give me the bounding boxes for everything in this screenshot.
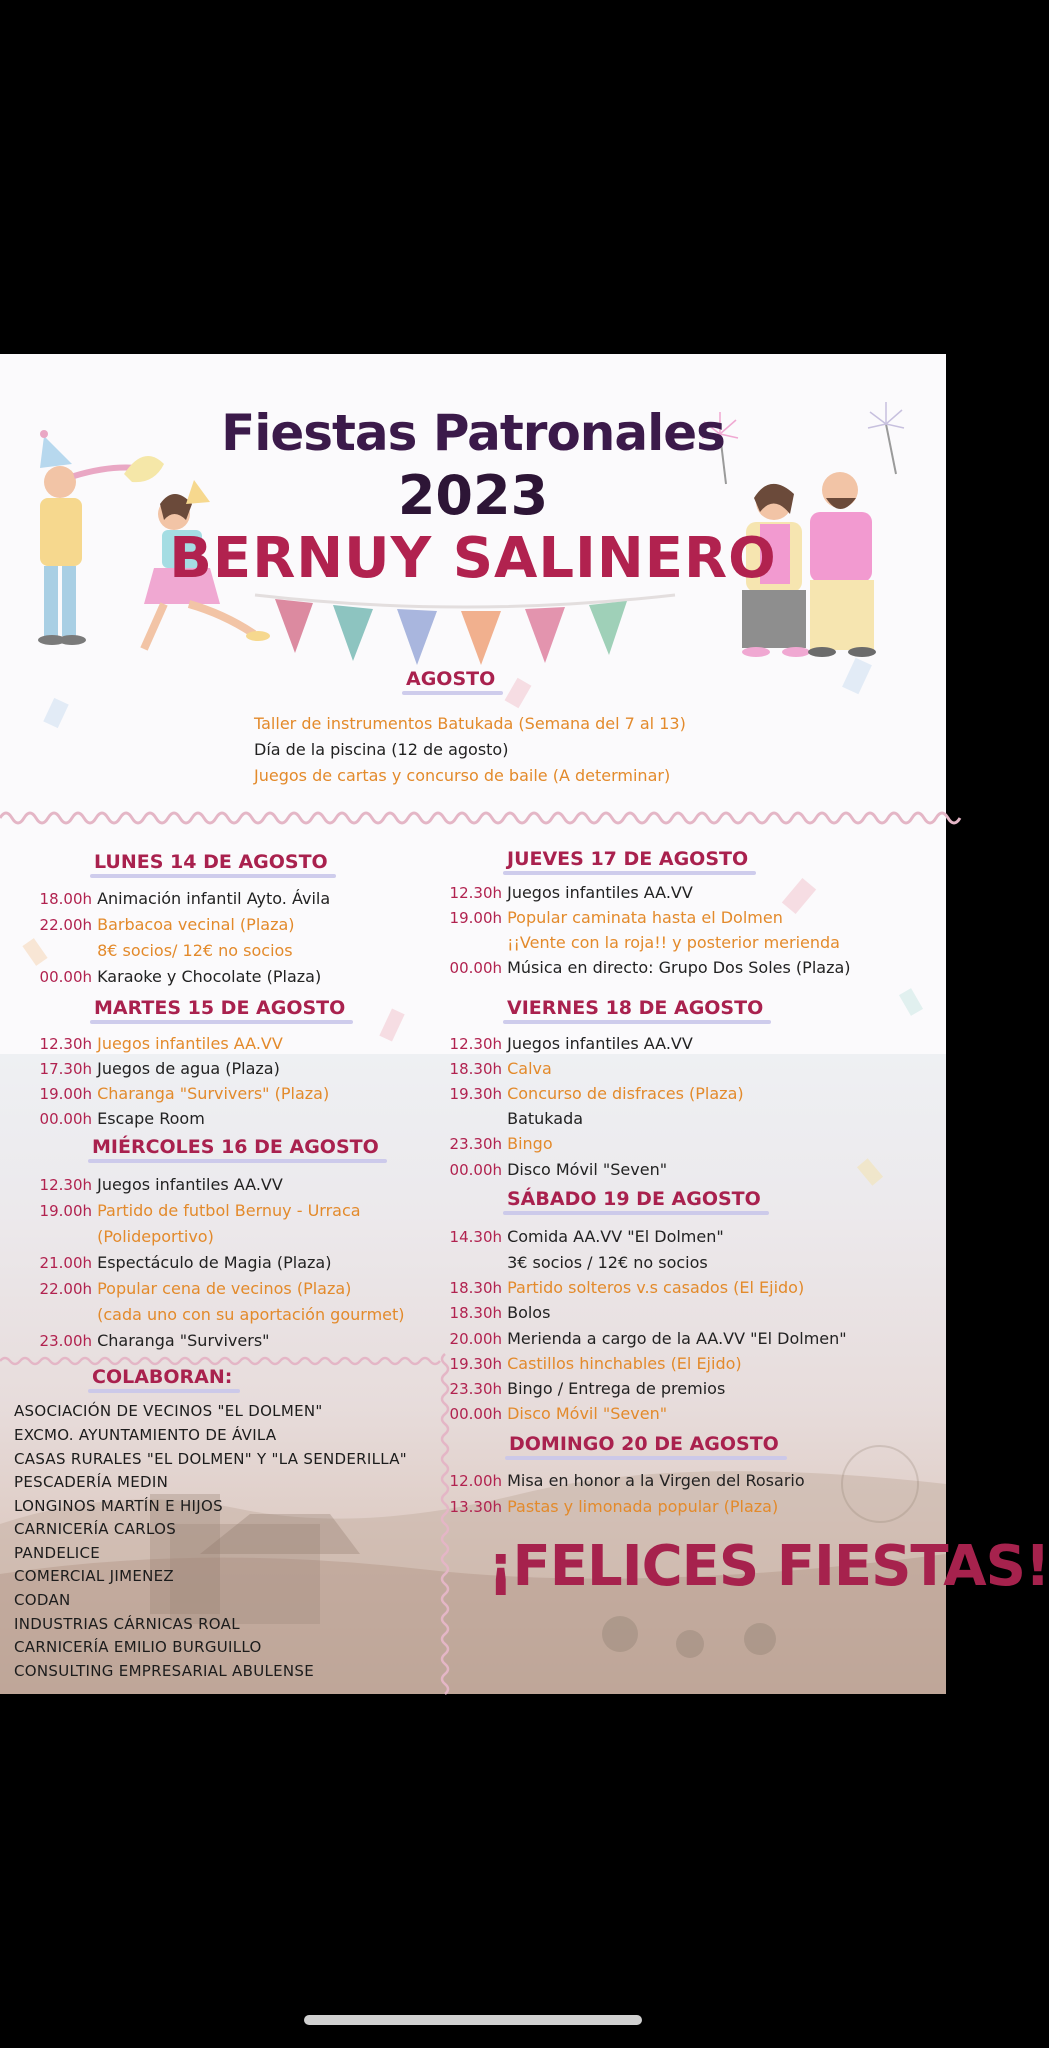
event-text: Bingo xyxy=(507,1134,553,1153)
event-text: Juegos infantiles AA.VV xyxy=(97,1034,283,1053)
sponsor-item: EXCMO. AYUNTAMIENTO DE ÁVILA xyxy=(14,1426,277,1444)
day-heading-lunes: LUNES 14 DE AGOSTO xyxy=(94,851,328,873)
event-time: 19.00h xyxy=(39,1085,92,1103)
event-time: 00.00h xyxy=(449,959,502,977)
wavy-divider xyxy=(0,806,946,830)
event-text: (cada uno con su aportación gourmet) xyxy=(97,1305,405,1324)
event-time: 22.00h xyxy=(39,916,92,934)
event-row xyxy=(440,1034,693,1053)
event-text: Partido de futbol Bernuy - Urraca xyxy=(97,1201,361,1220)
sponsor-item: CARNICERÍA EMILIO BURGUILLO xyxy=(14,1638,262,1656)
event-row xyxy=(440,1303,550,1322)
event-time: 21.00h xyxy=(39,1254,92,1272)
sponsor-item: CARNICERÍA CARLOS xyxy=(14,1520,177,1538)
event-row xyxy=(0,1227,214,1246)
confetti-icon xyxy=(40,694,80,734)
event-text: Bolos xyxy=(507,1303,551,1322)
day-heading-sabado: SÁBADO 19 DE AGOSTO xyxy=(507,1188,761,1210)
event-text: Castillos hinchables (El Ejido) xyxy=(507,1354,742,1373)
event-text: Juegos infantiles AA.VV xyxy=(507,883,693,902)
event-text: Juegos de agua (Plaza) xyxy=(97,1059,280,1078)
event-text: Charanga "Survivers" (Plaza) xyxy=(97,1084,330,1103)
sponsor-item: PESCADERÍA MEDIN xyxy=(14,1473,169,1491)
event-row xyxy=(440,958,851,977)
sponsor-item: LONGINOS MARTÍN E HIJOS xyxy=(14,1497,223,1515)
event-text: Popular cena de vecinos (Plaza) xyxy=(97,1279,352,1298)
sponsor-item: CASAS RURALES "EL DOLMEN" Y "LA SENDERILLA" xyxy=(14,1450,407,1468)
event-text: Partido solteros v.s casados (El Ejido) xyxy=(507,1278,805,1297)
event-text: Escape Room xyxy=(97,1109,205,1128)
event-row xyxy=(0,1305,405,1324)
event-row xyxy=(440,1059,552,1078)
confetti-icon xyxy=(780,874,830,924)
event-text: Juegos infantiles AA.VV xyxy=(97,1175,283,1194)
event-time: 12.30h xyxy=(449,884,502,902)
confetti-icon xyxy=(896,984,936,1024)
event-row xyxy=(440,1278,804,1297)
event-row xyxy=(0,1201,361,1220)
event-text: Juegos infantiles AA.VV xyxy=(507,1034,693,1053)
event-time: 19.00h xyxy=(39,1202,92,1220)
event-time: 20.00h xyxy=(449,1330,502,1348)
bunting-decoration xyxy=(255,589,675,679)
event-row xyxy=(440,1160,667,1179)
home-indicator[interactable] xyxy=(304,2015,642,2025)
colaboran-heading: COLABORAN: xyxy=(92,1366,233,1388)
event-row xyxy=(440,1497,778,1516)
event-time: 12.30h xyxy=(449,1035,502,1053)
agosto-heading: AGOSTO xyxy=(406,668,496,690)
event-time: 19.30h xyxy=(449,1085,502,1103)
day-heading-jueves: JUEVES 17 DE AGOSTO xyxy=(507,848,749,870)
event-time: 18.30h xyxy=(449,1279,502,1297)
event-text: Popular caminata hasta el Dolmen xyxy=(507,908,783,927)
event-text: Disco Móvil "Seven" xyxy=(507,1160,668,1179)
event-time: 00.00h xyxy=(449,1161,502,1179)
event-row xyxy=(440,1471,805,1490)
event-time: 12.30h xyxy=(39,1035,92,1053)
event-row xyxy=(440,1379,725,1398)
closing-message: ¡FELICES FIESTAS! xyxy=(488,1534,1049,1599)
poster-year: 2023 xyxy=(397,464,549,527)
day-heading-miercoles: MIÉRCOLES 16 DE AGOSTO xyxy=(92,1136,379,1158)
event-text: ¡¡Vente con la roja!! y posterior merienda xyxy=(507,933,840,952)
event-row xyxy=(0,1175,283,1194)
event-time: 17.30h xyxy=(39,1060,92,1078)
event-time: 00.00h xyxy=(39,968,92,986)
event-row xyxy=(440,933,840,952)
event-row xyxy=(440,1404,667,1423)
event-time: 18.30h xyxy=(449,1060,502,1078)
event-row xyxy=(0,967,321,986)
sponsor-item: PANDELICE xyxy=(14,1544,101,1562)
day-heading-viernes: VIERNES 18 DE AGOSTO xyxy=(507,997,764,1019)
event-time: 00.00h xyxy=(449,1405,502,1423)
event-row xyxy=(440,1329,847,1348)
event-row xyxy=(440,883,693,902)
event-text: Animación infantil Ayto. Ávila xyxy=(97,889,331,908)
event-time: 00.00h xyxy=(39,1110,92,1128)
event-row xyxy=(440,1227,724,1246)
event-text: Comida AA.VV "El Dolmen" xyxy=(507,1227,724,1246)
confetti-icon xyxy=(375,1004,415,1054)
event-text: Disco Móvil "Seven" xyxy=(507,1404,668,1423)
sponsor-item: COMERCIAL JIMENEZ xyxy=(14,1567,174,1585)
event-row xyxy=(440,1109,583,1128)
event-time: 13.30h xyxy=(449,1498,502,1516)
event-text: Pastas y limonada popular (Plaza) xyxy=(507,1497,779,1516)
festival-poster xyxy=(0,354,1049,1694)
sponsor-item: ASOCIACIÓN DE VECINOS "EL DOLMEN" xyxy=(14,1402,323,1420)
event-time: 23.30h xyxy=(449,1135,502,1153)
sponsor-item: CODAN xyxy=(14,1591,71,1609)
event-text: Espectáculo de Magia (Plaza) xyxy=(97,1253,332,1272)
event-row xyxy=(0,1279,351,1298)
event-row xyxy=(0,941,293,960)
event-text: Charanga "Survivers" xyxy=(97,1331,270,1350)
confetti-icon xyxy=(500,674,540,714)
event-text: Batukada xyxy=(507,1109,584,1128)
event-time: 23.00h xyxy=(39,1332,92,1350)
event-row xyxy=(0,889,330,908)
event-row xyxy=(0,1084,329,1103)
day-heading-martes: MARTES 15 DE AGOSTO xyxy=(94,997,346,1019)
event-time: 12.30h xyxy=(39,1176,92,1194)
event-text: Concurso de disfraces (Plaza) xyxy=(507,1084,744,1103)
event-time: 14.30h xyxy=(449,1228,502,1246)
event-text: 8€ socios/ 12€ no socios xyxy=(97,941,293,960)
event-time: 19.00h xyxy=(449,909,502,927)
event-time: 23.30h xyxy=(449,1380,502,1398)
event-text: Merienda a cargo de la AA.VV "El Dolmen" xyxy=(507,1329,847,1348)
event-time: 18.30h xyxy=(449,1304,502,1322)
event-text: Karaoke y Chocolate (Plaza) xyxy=(97,967,322,986)
agosto-line: Taller de instrumentos Batukada (Semana del 7 al 13) xyxy=(254,714,686,733)
event-text: Barbacoa vecinal (Plaza) xyxy=(97,915,295,934)
event-text: Calva xyxy=(507,1059,552,1078)
event-row xyxy=(440,908,783,927)
event-row xyxy=(0,1109,205,1128)
confetti-icon xyxy=(855,1154,895,1194)
poster-town: BERNUY SALINERO xyxy=(169,526,777,591)
event-row xyxy=(0,1034,283,1053)
event-row xyxy=(440,1253,708,1272)
event-row xyxy=(440,1134,553,1153)
event-time: 12.00h xyxy=(449,1472,502,1490)
event-text: 3€ socios / 12€ no socios xyxy=(507,1253,708,1272)
event-text: Misa en honor a la Virgen del Rosario xyxy=(507,1471,805,1490)
event-text: Bingo / Entrega de premios xyxy=(507,1379,726,1398)
sponsor-item: CONSULTING EMPRESARIAL ABULENSE xyxy=(14,1662,315,1680)
event-time: 22.00h xyxy=(39,1280,92,1298)
event-time: 19.30h xyxy=(449,1355,502,1373)
event-time: 18.00h xyxy=(39,890,92,908)
agosto-line: Juegos de cartas y concurso de baile (A determinar) xyxy=(254,766,671,785)
event-text: Música en directo: Grupo Dos Soles (Plaza) xyxy=(507,958,851,977)
event-row xyxy=(0,1331,270,1350)
agosto-line: Día de la piscina (12 de agosto) xyxy=(254,740,509,759)
sponsor-item: INDUSTRIAS CÁRNICAS ROAL xyxy=(14,1615,240,1633)
day-heading-domingo: DOMINGO 20 DE AGOSTO xyxy=(509,1433,779,1455)
event-row xyxy=(0,1059,280,1078)
event-row xyxy=(0,1253,331,1272)
event-text: (Polideportivo) xyxy=(97,1227,214,1246)
event-row xyxy=(440,1354,742,1373)
poster-title: Fiestas Patronales xyxy=(221,404,725,462)
event-row xyxy=(0,915,295,934)
event-row xyxy=(440,1084,744,1103)
